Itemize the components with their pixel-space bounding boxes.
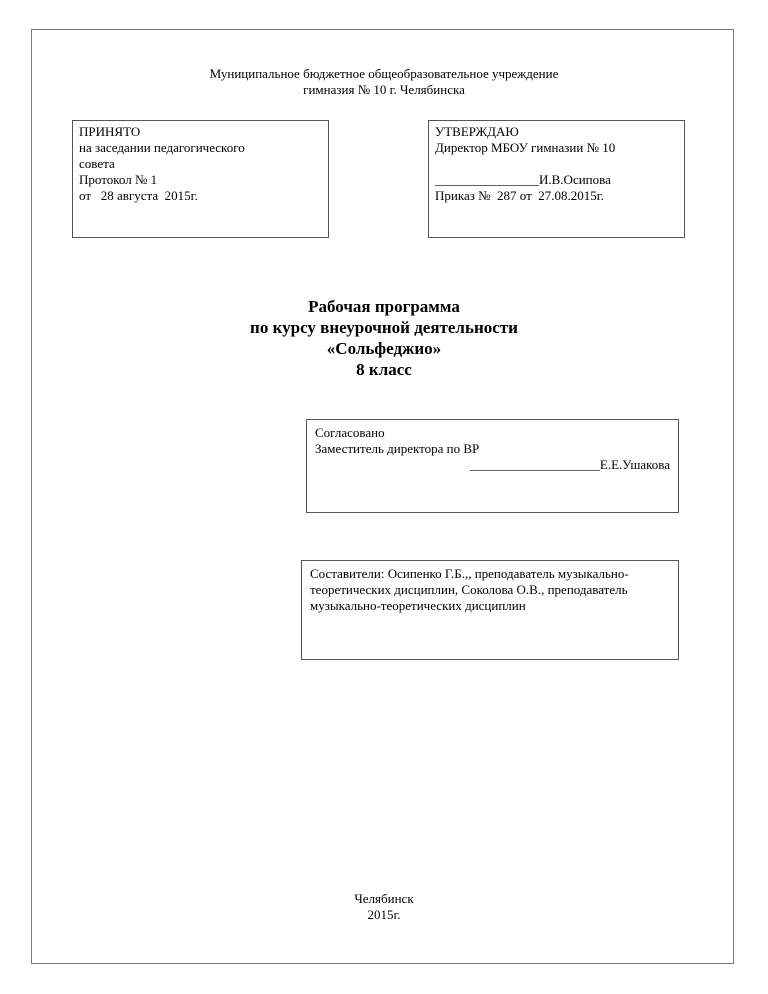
org-line-2: гимназия № 10 г. Челябинска (303, 82, 465, 97)
approve-title: УТВЕРЖДАЮ (435, 124, 519, 139)
agreed-title: Согласовано (315, 425, 385, 440)
title-line-2: по курсу внеурочной деятельности (250, 318, 518, 337)
accepted-line-2: совета (79, 156, 115, 171)
accepted-date: от 28 августа 2015г. (79, 188, 198, 203)
title-line-4: 8 класс (356, 360, 412, 379)
approve-order: Приказ № 287 от 27.08.2015г. (435, 188, 604, 203)
authors-text: Составители: Осипенко Г.Б.,, преподаватель музыкально-теоретических дисциплин, Соколова О.В., преподаватель музыкально-теоретических дисциплин (310, 566, 629, 613)
approve-signature: ________________И.В.Осипова (435, 172, 611, 187)
agreed-position: Заместитель директора по ВР (315, 441, 480, 456)
accepted-line-1: на заседании педагогического (79, 140, 245, 155)
accepted-protocol: Протокол № 1 (79, 172, 158, 187)
org-line-1: Муниципальное бюджетное общеобразовательное учреждение (209, 66, 559, 81)
accepted-title: ПРИНЯТО (79, 124, 141, 139)
document-title (0, 296, 768, 380)
footer-city: Челябинск (354, 891, 414, 906)
approve-box (428, 120, 685, 238)
title-line-1: Рабочая программа (308, 297, 460, 316)
agreed-box (306, 419, 679, 513)
organization-header (0, 66, 768, 98)
approve-spacer (435, 156, 678, 172)
accepted-box (72, 120, 329, 238)
authors-box (301, 560, 679, 660)
approve-director: Директор МБОУ гимназии № 10 (435, 140, 616, 155)
title-line-3: «Сольфеджио» (326, 339, 442, 358)
footer (0, 891, 768, 923)
footer-year: 2015г. (367, 907, 401, 922)
agreed-signature: ____________________Е.Е.Ушакова (469, 457, 670, 472)
